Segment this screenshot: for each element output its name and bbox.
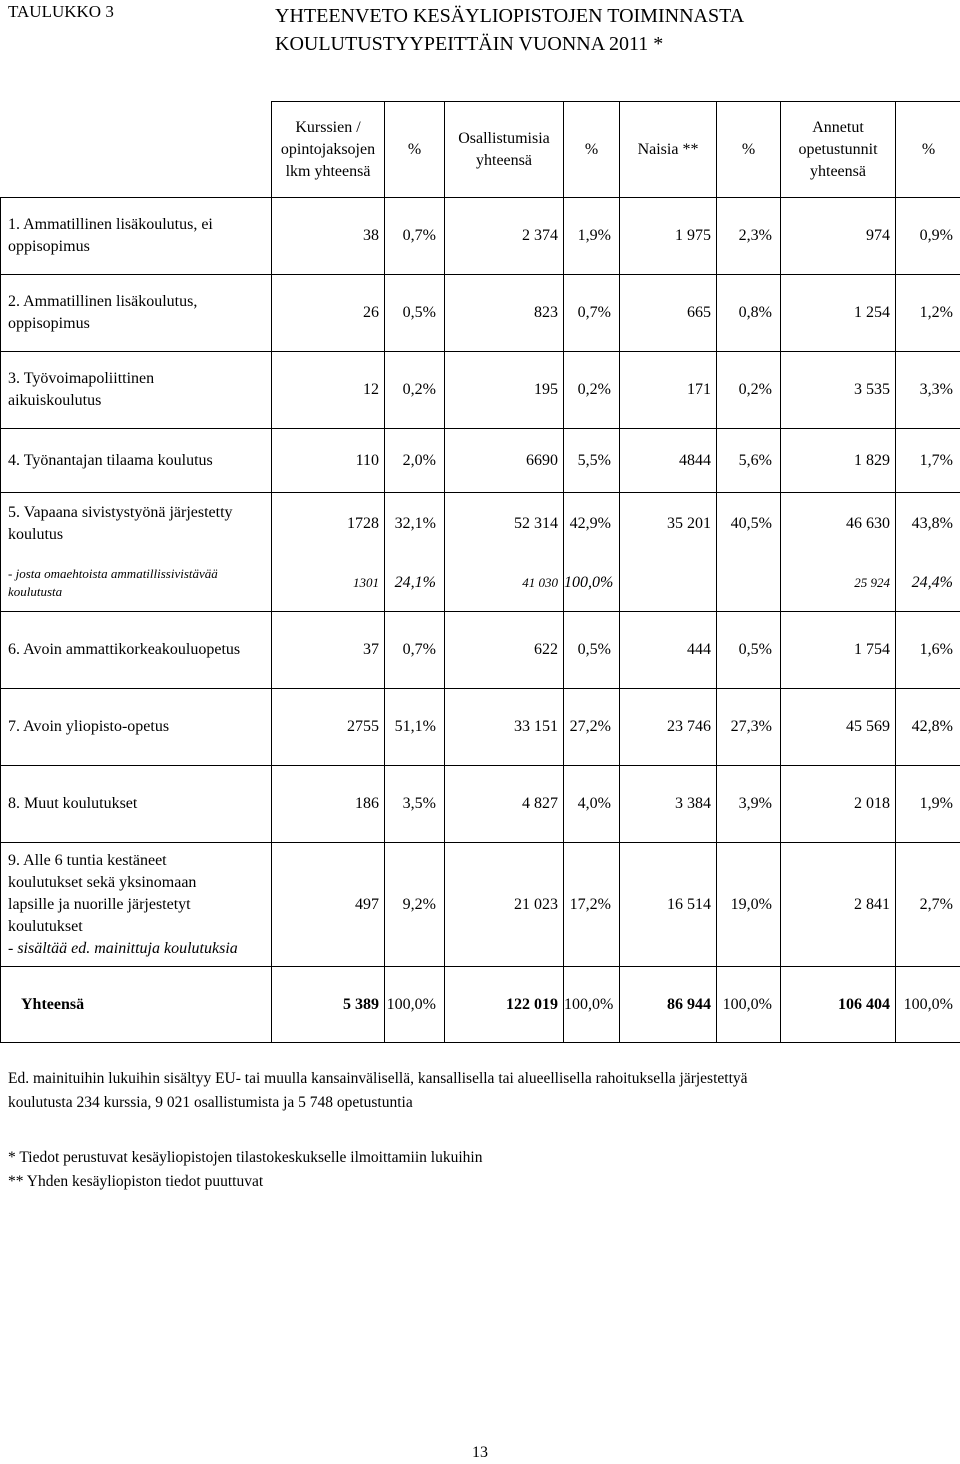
row-label bbox=[1, 493, 272, 555]
col-header-text: Annetut bbox=[812, 118, 864, 136]
cell-participations: 6690 bbox=[445, 429, 564, 493]
cell-pct: 27,3% bbox=[717, 689, 781, 766]
row-label bbox=[1, 612, 272, 689]
row-label-line: 4. Työnantajan tilaama koulutus bbox=[8, 451, 213, 469]
cell-women: 444 bbox=[620, 612, 717, 689]
summary-table bbox=[0, 101, 960, 1043]
cell-pct: 1,9% bbox=[896, 766, 960, 843]
row-label-line: 2. Ammatillinen lisäkoulutus, bbox=[8, 293, 198, 310]
page-number: 13 bbox=[472, 1444, 488, 1461]
cell-pct: 100,0% bbox=[896, 967, 960, 1043]
cell-pct: 27,2% bbox=[564, 689, 620, 766]
footnote-line: koulutusta 234 kurssia, 9 021 osallistumista ja 5 748 opetustuntia bbox=[8, 1094, 413, 1111]
cell-women: 1 975 bbox=[620, 198, 717, 275]
col-header-pct-participations: % bbox=[564, 102, 620, 198]
col-header-women: Naisia ** bbox=[620, 102, 717, 198]
cell-hours: 46 630 bbox=[781, 493, 896, 555]
cell-hours: 106 404 bbox=[781, 967, 896, 1043]
row-label-line: aikuiskoulutus bbox=[8, 392, 102, 409]
cell-courses: 12 bbox=[272, 352, 385, 429]
cell-pct: 3,5% bbox=[385, 766, 445, 843]
cell-pct: 3,3% bbox=[896, 352, 960, 429]
row-label-line: lapsille ja nuorille järjestetyt bbox=[8, 895, 191, 913]
row-label bbox=[1, 843, 272, 967]
cell-pct: 2,7% bbox=[896, 843, 960, 967]
cell-pct: 51,1% bbox=[385, 689, 445, 766]
cell-hours: 45 569 bbox=[781, 689, 896, 766]
cell-participations: 21 023 bbox=[445, 843, 564, 967]
row-label-line: 8. Muut koulutukset bbox=[8, 795, 138, 812]
cell-participations: 122 019 bbox=[445, 967, 564, 1043]
col-header-pct-courses: % bbox=[385, 102, 445, 198]
table-row bbox=[1, 493, 960, 555]
row-label bbox=[1, 555, 272, 612]
cell-pct: 1,7% bbox=[896, 429, 960, 493]
cell-women: 23 746 bbox=[620, 689, 717, 766]
cell-pct: 42,9% bbox=[564, 493, 620, 555]
cell-hours: 2 841 bbox=[781, 843, 896, 967]
footnote-ed bbox=[8, 1067, 748, 1115]
cell-hours: 1 754 bbox=[781, 612, 896, 689]
cell-courses: 2755 bbox=[272, 689, 385, 766]
footnote-line: * Tiedot perustuvat kesäyliopistojen tilastokeskukselle ilmoittamiin lukuihin bbox=[8, 1149, 483, 1166]
table-row bbox=[1, 843, 960, 967]
row-label-line: - sisältää ed. mainittuja koulutuksia bbox=[8, 939, 238, 957]
cell-pct: 1,2% bbox=[896, 275, 960, 352]
cell-pct: 100,0% bbox=[564, 555, 620, 612]
cell-participations: 52 314 bbox=[445, 493, 564, 555]
cell-participations: 33 151 bbox=[445, 689, 564, 766]
header-corner bbox=[1, 102, 272, 198]
footnotes-stars bbox=[8, 1146, 482, 1194]
col-header-courses bbox=[272, 102, 385, 198]
table-row bbox=[1, 689, 960, 766]
cell-hours: 1 829 bbox=[781, 429, 896, 493]
cell-courses: 186 bbox=[272, 766, 385, 843]
cell-women bbox=[620, 555, 717, 612]
table-number-label: TAULUKKO 3 bbox=[8, 2, 114, 21]
cell-pct: 0,5% bbox=[564, 612, 620, 689]
cell-pct: 2,3% bbox=[717, 198, 781, 275]
row-label bbox=[1, 967, 272, 1043]
cell-participations: 41 030 bbox=[445, 555, 564, 612]
cell-courses: 1301 bbox=[272, 555, 385, 612]
cell-pct: 100,0% bbox=[385, 967, 445, 1043]
cell-pct: 0,5% bbox=[385, 275, 445, 352]
cell-pct: 100,0% bbox=[564, 967, 620, 1043]
row-label-line: - josta omaehtoista ammatillissivistävää bbox=[8, 565, 218, 581]
col-header-text: yhteensä bbox=[476, 151, 532, 169]
cell-courses: 1728 bbox=[272, 493, 385, 555]
col-header-text: opetustunnit bbox=[798, 140, 878, 158]
cell-pct bbox=[717, 555, 781, 612]
cell-women: 86 944 bbox=[620, 967, 717, 1043]
cell-pct: 19,0% bbox=[717, 843, 781, 967]
row-label bbox=[1, 429, 272, 493]
cell-pct: 0,2% bbox=[564, 352, 620, 429]
page-title bbox=[275, 2, 744, 58]
row-label-line: koulutukset bbox=[8, 917, 83, 935]
cell-hours: 1 254 bbox=[781, 275, 896, 352]
cell-courses: 26 bbox=[272, 275, 385, 352]
table-row bbox=[1, 429, 960, 493]
row-label-line: koulutukset sekä yksinomaan bbox=[8, 873, 197, 891]
cell-pct: 42,8% bbox=[896, 689, 960, 766]
row-label-line: 5. Vapaana sivistystyönä järjestetty bbox=[8, 503, 233, 521]
cell-pct: 24,1% bbox=[385, 555, 445, 612]
footnote-line: Ed. mainituihin lukuihin sisältyy EU- tai muulla kansainvälisellä, kansallisella tai alueellisella rahoituksella järjestettyä bbox=[8, 1070, 748, 1087]
col-header-text: Kurssien / bbox=[295, 118, 361, 136]
col-header-text: Osallistumisia bbox=[458, 129, 550, 147]
cell-pct: 0,7% bbox=[385, 612, 445, 689]
cell-pct: 40,5% bbox=[717, 493, 781, 555]
table-row bbox=[1, 766, 960, 843]
col-header-pct-hours: % bbox=[896, 102, 960, 198]
cell-women: 4844 bbox=[620, 429, 717, 493]
cell-courses: 37 bbox=[272, 612, 385, 689]
cell-pct: 0,8% bbox=[717, 275, 781, 352]
cell-participations: 195 bbox=[445, 352, 564, 429]
cell-pct: 0,9% bbox=[896, 198, 960, 275]
cell-pct: 1,6% bbox=[896, 612, 960, 689]
row-label-line: 6. Avoin ammattikorkeakouluopetus bbox=[8, 641, 241, 658]
table-row bbox=[1, 275, 960, 352]
cell-pct: 0,7% bbox=[385, 198, 445, 275]
cell-pct: 0,2% bbox=[385, 352, 445, 429]
col-header-text: yhteensä bbox=[810, 162, 866, 180]
cell-courses: 38 bbox=[272, 198, 385, 275]
row-label-line: 3. Työvoimapoliittinen bbox=[8, 370, 155, 387]
cell-pct: 0,7% bbox=[564, 275, 620, 352]
cell-courses: 110 bbox=[272, 429, 385, 493]
col-header-text: opintojaksojen bbox=[280, 140, 376, 158]
cell-women: 16 514 bbox=[620, 843, 717, 967]
cell-courses: 497 bbox=[272, 843, 385, 967]
cell-pct: 0,2% bbox=[717, 352, 781, 429]
col-header-text: lkm yhteensä bbox=[285, 162, 371, 180]
cell-pct: 0,5% bbox=[717, 612, 781, 689]
cell-pct: 5,6% bbox=[717, 429, 781, 493]
row-label-line: Yhteensä bbox=[21, 995, 85, 1013]
cell-pct: 32,1% bbox=[385, 493, 445, 555]
cell-hours: 974 bbox=[781, 198, 896, 275]
row-label-line: koulutusta bbox=[8, 583, 63, 599]
cell-pct: 100,0% bbox=[717, 967, 781, 1043]
cell-participations: 823 bbox=[445, 275, 564, 352]
row-label-line: 1. Ammatillinen lisäkoulutus, ei bbox=[8, 216, 213, 233]
col-header-pct-women: % bbox=[717, 102, 781, 198]
cell-hours: 2 018 bbox=[781, 766, 896, 843]
cell-hours: 25 924 bbox=[781, 555, 896, 612]
row-label bbox=[1, 275, 272, 352]
cell-women: 35 201 bbox=[620, 493, 717, 555]
cell-pct: 43,8% bbox=[896, 493, 960, 555]
row-label-line: koulutus bbox=[8, 525, 64, 543]
col-header-participations bbox=[445, 102, 564, 198]
cell-pct: 17,2% bbox=[564, 843, 620, 967]
table-row-total bbox=[1, 967, 960, 1043]
table-row bbox=[1, 612, 960, 689]
row-label bbox=[1, 766, 272, 843]
cell-pct: 4,0% bbox=[564, 766, 620, 843]
row-label bbox=[1, 198, 272, 275]
cell-hours: 3 535 bbox=[781, 352, 896, 429]
row-label-line: oppisopimus bbox=[8, 238, 90, 255]
row-label-line: oppisopimus bbox=[8, 315, 90, 332]
cell-pct: 2,0% bbox=[385, 429, 445, 493]
cell-pct: 24,4% bbox=[896, 555, 960, 612]
cell-pct: 5,5% bbox=[564, 429, 620, 493]
title-line-1: YHTEENVETO KESÄYLIOPISTOJEN TOIMINNASTA bbox=[275, 5, 745, 27]
cell-pct: 3,9% bbox=[717, 766, 781, 843]
row-label bbox=[1, 689, 272, 766]
table-row bbox=[1, 198, 960, 275]
cell-women: 171 bbox=[620, 352, 717, 429]
cell-participations: 2 374 bbox=[445, 198, 564, 275]
cell-pct: 1,9% bbox=[564, 198, 620, 275]
footnote-line: ** Yhden kesäyliopiston tiedot puuttuvat bbox=[8, 1173, 264, 1190]
title-line-2: KOULUTUSTYYPEITTÄIN VUONNA 2011 * bbox=[275, 33, 664, 55]
cell-women: 665 bbox=[620, 275, 717, 352]
row-label bbox=[1, 352, 272, 429]
row-label-line: 9. Alle 6 tuntia kestäneet bbox=[8, 851, 167, 869]
cell-courses: 5 389 bbox=[272, 967, 385, 1043]
cell-participations: 622 bbox=[445, 612, 564, 689]
cell-women: 3 384 bbox=[620, 766, 717, 843]
cell-participations: 4 827 bbox=[445, 766, 564, 843]
table-row bbox=[1, 352, 960, 429]
header-row bbox=[1, 102, 960, 198]
table-row-sub bbox=[1, 555, 960, 612]
col-header-teaching-hours bbox=[781, 102, 896, 198]
row-label-line: 7. Avoin yliopisto-opetus bbox=[8, 718, 170, 735]
cell-pct: 9,2% bbox=[385, 843, 445, 967]
